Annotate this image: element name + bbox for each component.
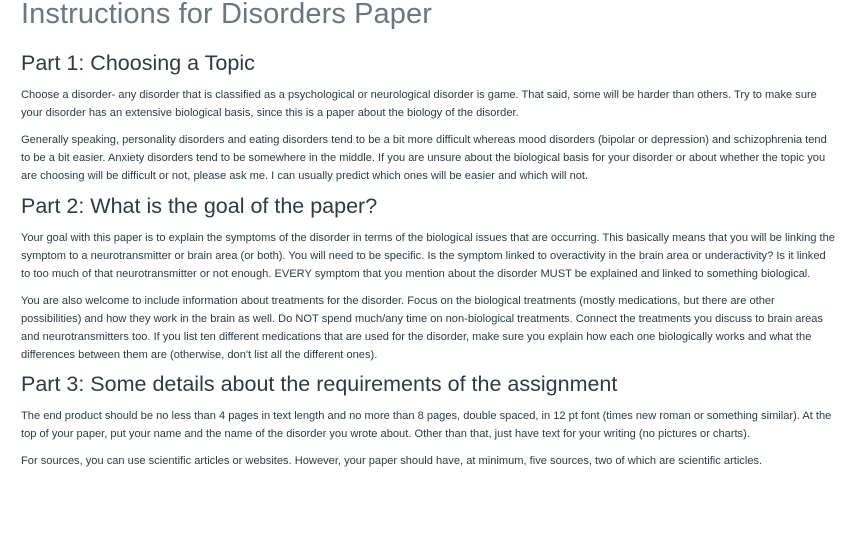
paragraph: Your goal with this paper is to explain the symptoms of the disorder in terms of the biological issues that are occurring. This basically means that you will be linking the symptom to a neurotransmitter or brain area (or both). You will need to be specific. Is the symptom linked to overactivity in the brain area or underactivity? Is it linked to too much of that neurotransmitter or not enough. EVERY symptom that you mention about the disorder MUST be explained and linked to something biological. <box>21 232 835 280</box>
section-requirements <box>21 369 836 470</box>
section-heading: Part 3: Some details about the requirements of the assignment <box>21 372 618 396</box>
section-heading: Part 2: What is the goal of the paper? <box>21 194 378 218</box>
section-goal <box>21 191 836 364</box>
paragraph: For sources, you can use scientific articles or websites. However, your paper should have, at minimum, five sources, two of which are scientific articles. <box>21 455 763 467</box>
document-body <box>21 0 836 479</box>
paragraph: The end product should be no less than 4 pages in text length and no more than 8 pages, double spaced, in 12 pt font (times new roman or something similar). At the top of your paper, put your name and the name of the disorder you wrote about. Other than that, just have text for your writing (no pictures or charts). <box>21 410 832 440</box>
section-choosing-topic <box>21 48 836 185</box>
paragraph: Choose a disorder- any disorder that is classified as a psychological or neurological disorder is game. That said, some will be harder than others. Try to make sure your disorder has an extensive biological basis, since this is a paper about the biology of the disorder. <box>21 89 817 119</box>
page-title: Instructions for Disorders Paper <box>21 0 432 30</box>
section-heading: Part 1: Choosing a Topic <box>21 51 255 75</box>
paragraph: Generally speaking, personality disorders and eating disorders tend to be a bit more difficult whereas mood disorders (bipolar or depression) and schizophrenia tend to be a bit easier. Anxiety disorders tend to be somewhere in the middle. If you are unsure about the biological basis for your disorder or about whether the topic you are choosing will be difficult or not, please ask me. I can usually predict which ones will be easier and which will not. <box>21 134 827 182</box>
paragraph: You are also welcome to include information about treatments for the disorder. Focus on the biological treatments (mostly medications, but there are other possibilities) and how they work in the brain as well. Do NOT spend much/any time on non-biological treatments. Connect the treatments you discuss to brain areas and neurotransmitters too. If you list ten different medications that are used for the disorder, make sure you explain how each one biologically works and what the differences between them are (otherwise, don't list all the different ones). <box>21 295 824 361</box>
